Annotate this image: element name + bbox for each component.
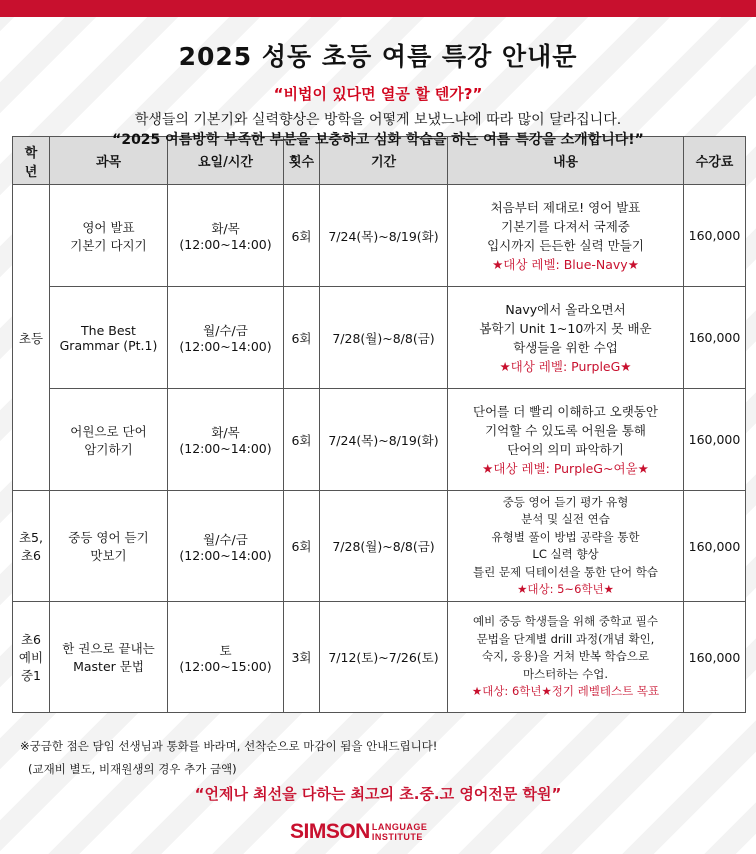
tagline: “비법이 있다면 열공 할 텐가?” bbox=[273, 85, 483, 103]
time-cell: 월/수/금 (12:00~14:00) bbox=[168, 287, 284, 389]
subject-cell: 영어 발표 기본기 다지기 bbox=[50, 185, 168, 287]
target-level: ★대상: 5~6학년★ bbox=[517, 582, 614, 596]
grade-cell-5-6: 초5, 초6 bbox=[13, 491, 50, 602]
intro bbox=[0, 110, 756, 150]
subject-cell: The Best Grammar (Pt.1) bbox=[50, 287, 168, 389]
time-cell: 화/목 (12:00~14:00) bbox=[168, 389, 284, 491]
time-cell: 월/수/금 (12:00~14:00) bbox=[168, 491, 284, 602]
header-content: 내용 bbox=[448, 137, 684, 185]
time-cell: 토 (12:00~15:00) bbox=[168, 602, 284, 713]
table-row bbox=[13, 602, 746, 713]
logo-sub-text: LANGUAGE INSTITUTE bbox=[371, 822, 428, 842]
header-grade: 학 년 bbox=[13, 137, 50, 185]
target-level: ★대상 레벨: PurpleG★ bbox=[499, 358, 632, 374]
logo-main-text: SIMSON bbox=[290, 820, 370, 843]
grade-cell-pre-middle: 초6 예비 중1 bbox=[13, 602, 50, 713]
target-level: ★대상 레벨: Blue-Navy★ bbox=[492, 256, 639, 272]
period-cell: 7/28(월)~8/8(금) bbox=[320, 287, 448, 389]
intro-line-1: 학생들의 기본기와 실력향상은 방학을 어떻게 보냈느냐에 따라 많이 달라집니다. bbox=[134, 112, 622, 128]
sessions-cell: 6회 bbox=[284, 389, 320, 491]
top-red-bar bbox=[0, 0, 756, 17]
note-textbook: (교재비 별도, 비재원생의 경우 추가 금액) bbox=[28, 762, 237, 776]
fee-cell: 160,000 bbox=[684, 185, 746, 287]
fee-cell: 160,000 bbox=[684, 602, 746, 713]
fee-cell: 160,000 bbox=[684, 491, 746, 602]
page-content bbox=[0, 17, 756, 150]
period-cell: 7/24(목)~8/19(화) bbox=[320, 389, 448, 491]
page-title: 2025 성동 초등 여름 특강 안내문 bbox=[178, 42, 578, 71]
target-level: ★대상 레벨: PurpleG~여울★ bbox=[482, 460, 649, 476]
note-inquiry: ※궁금한 점은 담임 선생님과 통화를 바라며, 선착순으로 마감이 됨을 안내드립니다! bbox=[20, 739, 438, 753]
time-cell: 화/목 (12:00~14:00) bbox=[168, 185, 284, 287]
simson-logo bbox=[290, 820, 427, 844]
period-cell: 7/12(토)~7/26(토) bbox=[320, 602, 448, 713]
fee-cell: 160,000 bbox=[684, 389, 746, 491]
content-cell: 예비 중등 학생들을 위해 중학교 필수 문법을 단계별 drill 과정(개념 확인, 숙지, 응용)을 거쳐 반복 학습으로 마스터하는 수업. ★대상: 6학년★정기 레벨테스트 목표 bbox=[448, 602, 684, 713]
schedule-table bbox=[12, 136, 746, 713]
intro-line-2: “2025 여름방학 부족한 부분을 보충하고 심화 학습을 하는 여름 특강을 소개합니다!” bbox=[112, 132, 644, 148]
period-cell: 7/24(목)~8/19(화) bbox=[320, 185, 448, 287]
header-period: 기간 bbox=[320, 137, 448, 185]
table-row bbox=[13, 287, 746, 389]
sessions-cell: 3회 bbox=[284, 602, 320, 713]
table-row bbox=[13, 389, 746, 491]
content-cell: 처음부터 제대로! 영어 발표 기본기를 다져서 국제중 입시까지 든든한 실력 만들기 ★대상 레벨: Blue-Navy★ bbox=[448, 185, 684, 287]
sessions-cell: 6회 bbox=[284, 287, 320, 389]
target-level: ★대상: 6학년★정기 레벨테스트 목표 bbox=[471, 684, 660, 699]
sessions-cell: 6회 bbox=[284, 491, 320, 602]
header-subject: 과목 bbox=[50, 137, 168, 185]
fee-cell: 160,000 bbox=[684, 287, 746, 389]
header-time: 요일/시간 bbox=[168, 137, 284, 185]
period-cell: 7/28(월)~8/8(금) bbox=[320, 491, 448, 602]
grade-cell-elementary: 초등 bbox=[13, 185, 50, 491]
table-row bbox=[13, 491, 746, 602]
content-cell: 단어를 더 빨리 이해하고 오랫동안 기억할 수 있도록 어원을 통해 단어의 의미 파악하기 ★대상 레벨: PurpleG~여울★ bbox=[448, 389, 684, 491]
subject-cell: 어원으로 단어 암기하기 bbox=[50, 389, 168, 491]
slogan: “언제나 최선을 다하는 최고의 초.중.고 영어전문 학원” bbox=[194, 785, 562, 803]
content-cell: Navy에서 올라오면서 봄학기 Unit 1~10까지 못 배운 학생들을 위한 수업 ★대상 레벨: PurpleG★ bbox=[448, 287, 684, 389]
subject-cell: 한 권으로 끝내는 Master 문법 bbox=[50, 602, 168, 713]
subject-cell: 중등 영어 듣기 맛보기 bbox=[50, 491, 168, 602]
header-fee: 수강료 bbox=[684, 137, 746, 185]
content-cell: 중등 영어 듣기 평가 유형 분석 및 실전 연습 유형별 풀이 방법 공략을 통한 LC 실력 향상 틀린 문제 딕테이션을 통한 단어 학습 ★대상: 5~6학년★ bbox=[448, 491, 684, 602]
table-row bbox=[13, 185, 746, 287]
sessions-cell: 6회 bbox=[284, 185, 320, 287]
header-sessions: 횟수 bbox=[284, 137, 320, 185]
